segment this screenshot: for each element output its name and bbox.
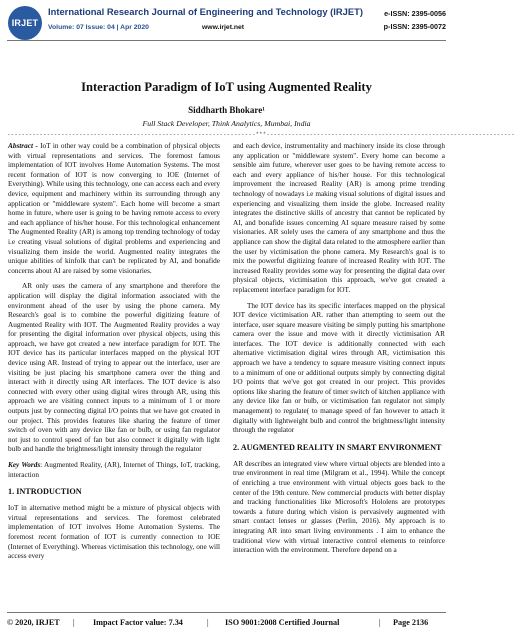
keywords xyxy=(8,461,220,480)
abstract xyxy=(8,142,220,276)
volume-issue: Volume: 07 Issue: 04 | Apr 2020 xyxy=(48,24,149,31)
abstract-text: IoT in other way could be a combination of physical objects with virtual representations and services. The foremost famous implementation of IOT involves Home Automation Systems. The most recent formation of IOT is now converging to IOE (Internet of Everything). While using this technology, one can access each and every device, equipment and machinery within its surrounding through any application or "middleware system". Each home will become a smart home in future, where user is going to be having remote access to every and each appliance of his/her house. For this technological enhancement The Augmented Reality (AR) is among top trending technology of today i.e creating visual solutions of digital problems and experiencing and visualizing them inside the world. Augmented reality integrates the unique abilities of kinfolk that can't be replicated by AI, and bonafide concerns about AI are raised by some visionaries. xyxy=(8,142,220,275)
journal-url[interactable]: www.irjet.net xyxy=(202,24,245,31)
ar-paragraph: AR describes an integrated view where virtual objects are blended into a true environment in real time (Milgram et al., 1994). While the concept of enriching a true environment with virtual objects goes back to the center of the 19th centure. New commercial products with better display and tracking functionalities like Microsoft's Hololens are prototypes towards a future during which vision is pervasively augmented with smart contact lenses or glasses (Perlin, 2016). My approach is to integrating AR into smart living environments . I aim to enhance the traditional view with virtual interactive control elements to reinforce interaction with the environment. Therefore depend on a xyxy=(233,459,445,555)
section-heading-ar-smart-environment: 2. AUGMENTED REALITY IN SMART ENVIRONMENT xyxy=(233,442,442,452)
keywords-label: Key Words xyxy=(8,461,41,469)
p-issn: p-ISSN: 2395-0072 xyxy=(383,22,446,31)
journal-name: International Research Journal of Engineering and Technology (IRJET) xyxy=(48,6,363,17)
intro-continued-paragraph: and each device, instrumentality and machinery inside its close through any application or "middleware system". Every home can become a sensible aim future, wherever user goes to be having remote access to each and every appliance of his/her house. For this technological improvement the increased Reality (AR) is among prime trending technology of nowadays i.e making visual solutions of digital issues and experiencing and visualizing them inside the globe. Increased reality integrates the distinctive skills of ancestry that cannot be replicated by AI, and bonafide issues concerning AI square measure raised by some visionaries. AR solely uses the camera of any smartphone and thus the appliance can show the digital data related to the atmosphere earlier than the user by victimisation the phone camera. My Research's goal is to mix the powerful digitizing feature of increased Reality with IOT. The increased Reality provides some way for presenting the digital data over physical objects, victimisation this approach, we've got created a replacement interface paradigm for IOT. xyxy=(233,142,445,294)
footer-iso: ISO 9001:2008 Certified Journal xyxy=(225,618,340,627)
paper-author: Siddharth Bhokare¹ xyxy=(188,105,265,115)
intro-paragraph: IoT in alternative method might be a mixture of physical objects with virtual representations and services. The foremost celebrated implementation of IOT involves Home Automation Systems. The foremost recent formation of IOT is currently connection to IOE (Internet of Everything). Whereas victimisation this technology, one will access every xyxy=(8,504,220,561)
footer-rule xyxy=(7,612,446,613)
section-heading-introduction: 1. INTRODUCTION xyxy=(8,487,82,497)
author-affiliation: Full Stack Developer, Think Analytics, Mumbai, India xyxy=(142,119,311,128)
header-rule xyxy=(7,40,446,41)
iot-interface-paragraph: The IOT device has its specific interfaces mapped on the physical IOT device victimisation AR. rather than attempting to seem out the interface, user square measure visiting be simply putting his smartphone camera over the issue and move with it directly victimisation AR interfaces. The IOT device is additionally connected with each alternative victimisation digital wires through AR, victimisation this approach we have a tendency to square measure visiting connect inputs to a minimum of one or additional outputs simply by connecting digital I/O points that we've got got created in our project. This provides options like sharing the feature of timer switch of kitchen appliance with any device like fan or bulb, or victimisation fan regulator not simply management) to regulate( to manage speed of fan however to attach it digitally with lightweight bulb and control the brightness/light intensity through the regulator xyxy=(233,301,445,435)
left-column xyxy=(8,142,220,574)
irjet-logo: IRJET xyxy=(8,6,42,40)
right-column xyxy=(233,142,445,574)
page-footer xyxy=(7,618,446,632)
footer-impact-factor: Impact Factor value: 7.34 xyxy=(93,618,183,627)
footer-page-number: Page 2136 xyxy=(393,618,429,627)
e-issn: e-ISSN: 2395-0056 xyxy=(384,9,446,18)
paper-title: Interaction Paradigm of IoT using Augmented Reality xyxy=(81,80,372,94)
section-separator: ---------------------------------------------------------------------***--------------------------------------------------------------------- xyxy=(7,131,515,138)
footer-divider: | xyxy=(207,618,209,627)
keywords-text: : Augmented Reality, (AR), Internet of Things, IoT, tracking, interaction xyxy=(8,461,220,479)
abstract-paragraph-2: AR only uses the camera of any smartphone and therefore the application will display the digital information associated with the environment ahead of the user by using the phone camera. My Research's goal is to combine the powerful digitizing feature of Augmented Reality with IOT. The Augmented Reality provides a way for presenting the digital information over physical objects, using this approach, we have got created a new interface paradigm for IOT. The IOT device has its particular interfaces mapped on the physical IOT device using AR. Instead of trying to appear out the interface, user are visiting be just placing his smartphone camera over the thing and interact with it directly using AR interfaces. The IOT device is also connected with every other using digital wires through AR, using this approach we are visiting connect inputs to a minimum of 1 or more outputs just by connecting digital I/O points that we have got created in our project. This provides features like sharing the feature of timer switch of oven with any device like fan or bulb, or using fan regulator not just to control speed of fan but also connect it digitally with light bulb and handle the brightness/light intensity through the regulator xyxy=(8,282,220,454)
footer-copyright: © 2020, IRJET xyxy=(7,618,60,627)
footer-divider: | xyxy=(73,618,75,627)
abstract-label: Abstract - xyxy=(8,142,41,150)
footer-divider: | xyxy=(379,618,381,627)
